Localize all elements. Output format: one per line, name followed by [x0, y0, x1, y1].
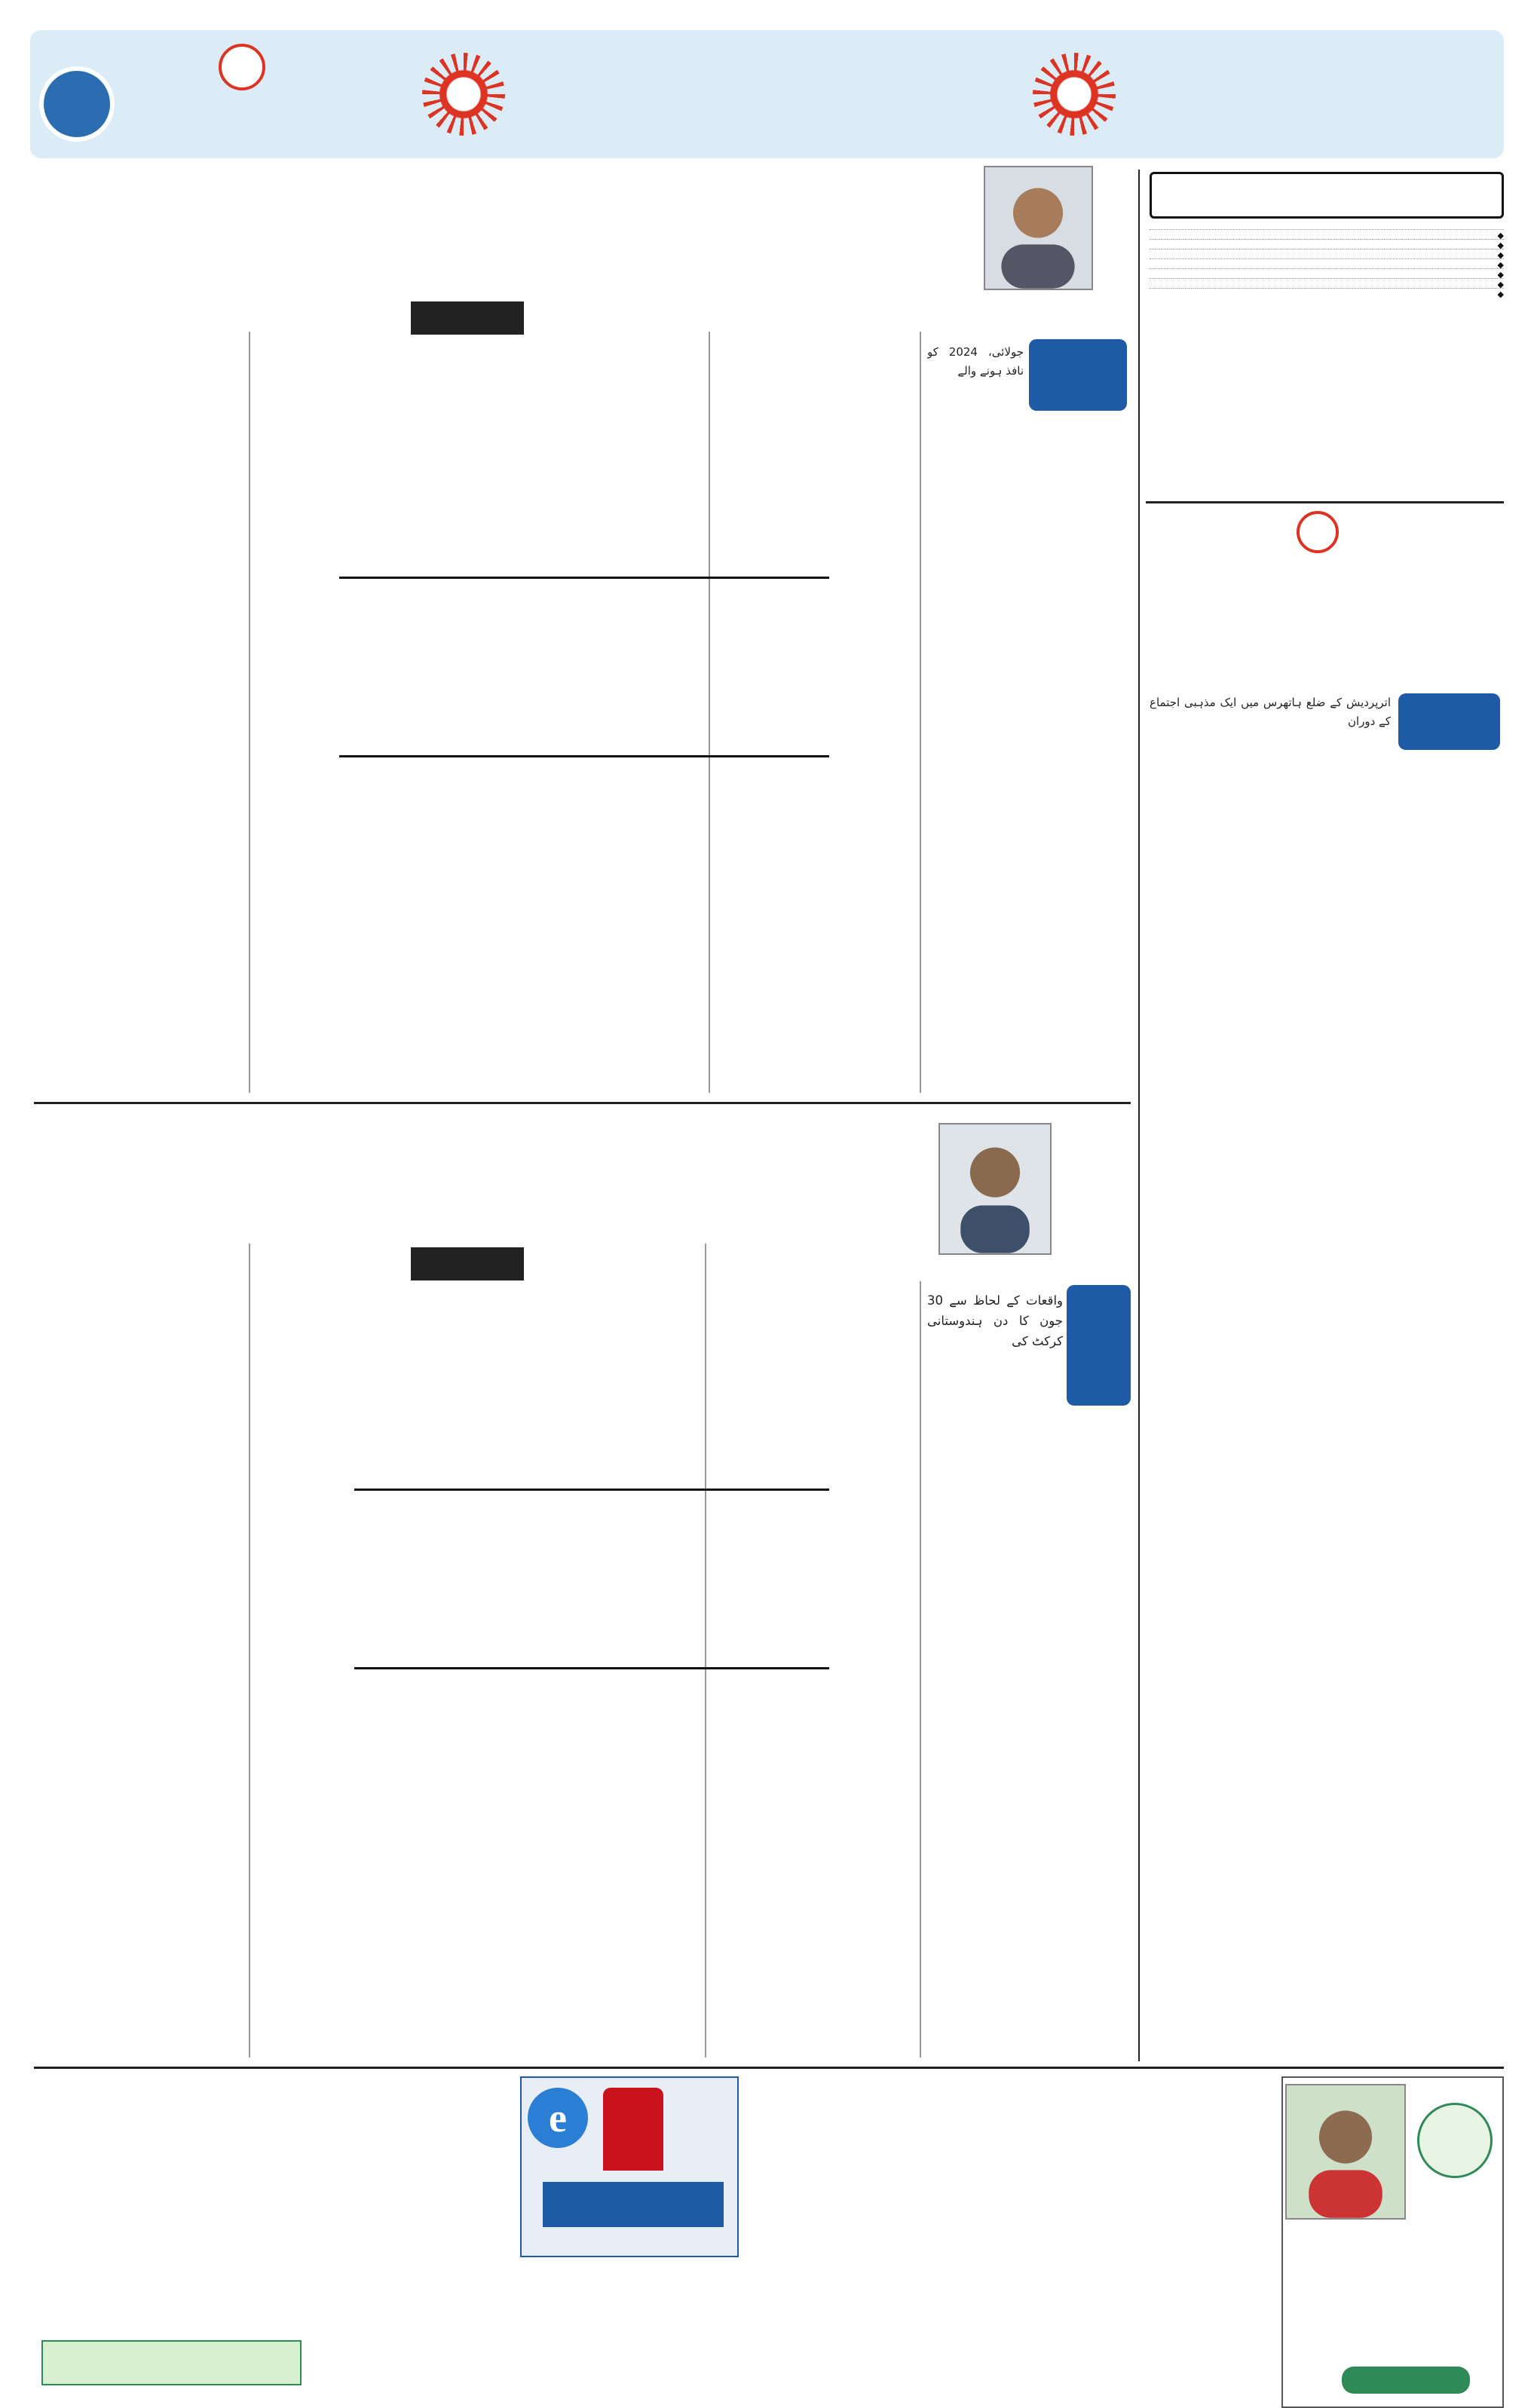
section-divider	[34, 1102, 1131, 1104]
poet-photo	[1285, 2084, 1406, 2220]
browser-icon: e	[528, 2088, 588, 2148]
logo-badge	[219, 44, 265, 90]
mutala-body	[954, 2114, 1266, 2374]
article1-column-1	[927, 418, 1127, 1097]
article2-column-3b	[256, 1681, 697, 2058]
article2-badge	[1067, 1285, 1131, 1406]
editorial-note	[41, 2340, 302, 2385]
article2-column-4	[41, 1244, 241, 2058]
right-article-intro: اترپردیش کے ضلع ہاتھرس میں ایک مذہبی اجتماع کے دوران	[1150, 696, 1391, 728]
aqwal-item	[1150, 226, 1504, 230]
column-divider	[249, 332, 250, 1093]
article1-tag	[411, 301, 524, 335]
article2-column-3a	[482, 1244, 697, 1470]
aqwal-item	[1150, 275, 1504, 279]
aqwal-item	[1150, 246, 1504, 249]
murasalat-title	[543, 2182, 724, 2227]
aqwal-heading	[1150, 172, 1504, 219]
article1-column-4a	[256, 339, 475, 558]
aqwal-item	[1150, 236, 1504, 240]
sun-emblem-icon	[422, 53, 505, 136]
aaina-poet	[1342, 2367, 1470, 2394]
article2-column-4a	[256, 1289, 475, 1470]
author-photo	[984, 166, 1093, 290]
letters-column-center	[520, 2265, 739, 2385]
aqwal-item	[1150, 285, 1504, 289]
aqwal-item	[1150, 265, 1504, 269]
column-divider	[920, 332, 921, 1093]
aaina-poem	[1289, 2227, 1496, 2363]
postbox-icon	[603, 2088, 663, 2171]
hoqooq-body	[41, 2114, 302, 2299]
aaina-label	[1417, 2103, 1493, 2178]
article1-intro: جولائی، 2024 کو نافذ ہونے والے	[927, 345, 1024, 378]
right-column-divider	[1138, 170, 1140, 2061]
article1-column-3a	[482, 324, 701, 558]
right-article-badge	[1398, 693, 1500, 750]
letters-column-left	[309, 2080, 513, 2382]
article2-pull-quote	[354, 1489, 829, 1669]
article2-intro: واقعات کے لحاظ سے 30 جون کا دن ہندوستانی کرکٹ کی	[927, 1293, 1063, 1348]
article2-column-1	[927, 1409, 1127, 2058]
letters-column-right	[746, 2080, 942, 2374]
right-article-body	[1150, 757, 1504, 1828]
article1-column-5	[41, 332, 241, 1055]
column-divider	[920, 1281, 921, 2058]
sun-emblem-icon	[1033, 53, 1116, 136]
section-divider	[34, 2067, 1504, 2069]
aqwal-list	[1150, 226, 1504, 497]
column-divider	[249, 1244, 250, 2058]
aqwal-item	[1150, 255, 1504, 259]
article1-column-3b	[256, 765, 701, 1089]
article1-pull-quote	[339, 577, 829, 757]
page-number	[39, 66, 115, 142]
section-divider	[1146, 501, 1504, 503]
author-photo	[938, 1123, 1052, 1255]
article1-badge	[1029, 339, 1127, 411]
newspaper-logo	[147, 89, 351, 134]
logo-badge	[1297, 511, 1339, 553]
